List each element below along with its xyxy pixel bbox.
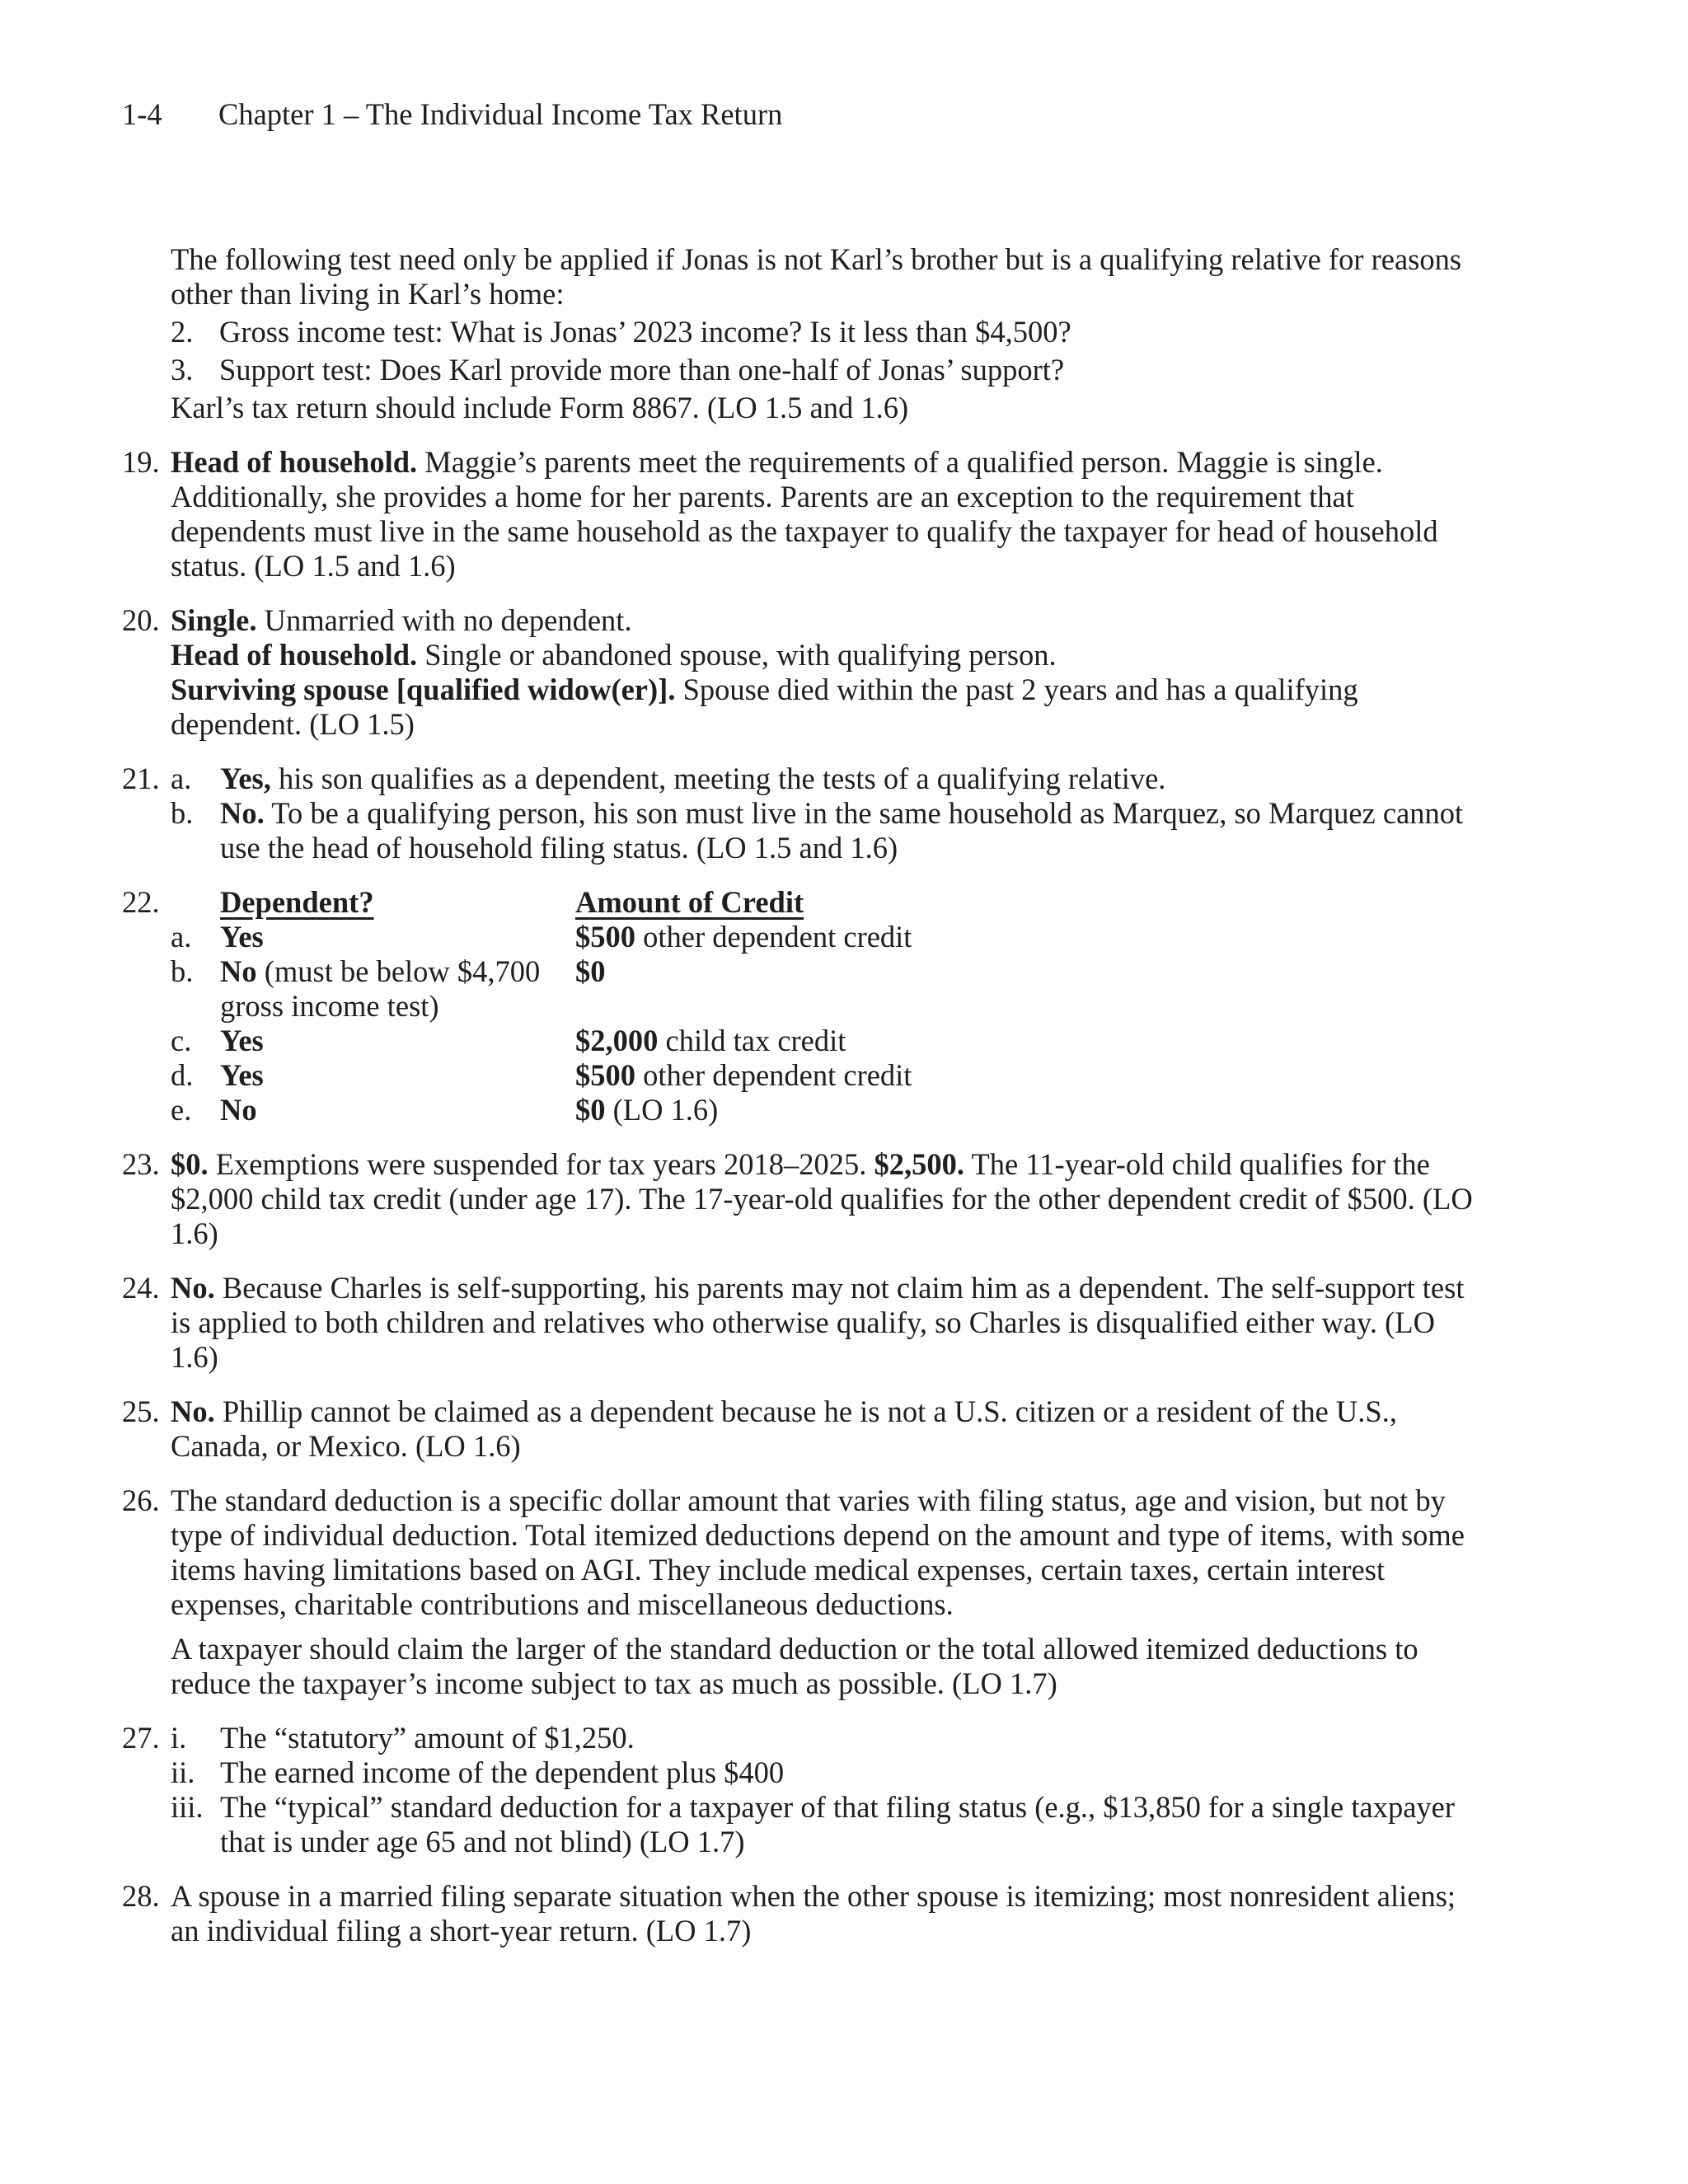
- answer-text: The “typical” standard deduction for a taxpayer of that filing status (e.g., $13,850 for a single taxpayer that is under age 65 and not blind) (LO 1.7): [220, 1790, 1456, 1858]
- row-label: b.: [171, 954, 194, 988]
- row-label: c.: [171, 1024, 192, 1057]
- intro-block: [122, 242, 1474, 425]
- item-number: 3.: [171, 353, 194, 387]
- status-text: Spouse died within the past 2 years and has a qualifying dependent. (LO 1.5): [171, 673, 1358, 741]
- sub-label: ii.: [171, 1755, 195, 1789]
- question-number: 27.: [122, 1721, 160, 1755]
- table-row: [171, 1058, 912, 1093]
- dependent-answer: Yes: [220, 1024, 264, 1057]
- credit-amount: $0: [575, 1093, 606, 1127]
- table-header-row: [171, 885, 912, 920]
- question-21: [122, 762, 1474, 865]
- credit-amount: $500: [575, 920, 635, 954]
- answer-content: [122, 242, 1474, 1948]
- sub-label: b.: [171, 796, 194, 830]
- answer-heading: $2,500.: [874, 1147, 965, 1181]
- answer-text: To be a qualifying person, his son must live in the same household as Marquez, so Marquez cannot use the head of household filing status. (LO 1.5 and 1.6): [220, 796, 1464, 865]
- question-number: 20.: [122, 603, 160, 637]
- question-28: [122, 1879, 1474, 1948]
- credit-amount: $2,000: [575, 1024, 659, 1057]
- status-heading: Head of household.: [171, 638, 418, 672]
- answer-text: Because Charles is self-supporting, his parents may not claim him as a dependent. The self-support test is applied to both children and relatives who otherwise qualify, so Charles is disqualified either way. (LO 1.6): [171, 1271, 1465, 1374]
- question-24: [122, 1271, 1474, 1375]
- table-row: [171, 920, 912, 954]
- answer-heading: No.: [171, 1394, 215, 1428]
- question-number: 25.: [122, 1394, 160, 1428]
- chapter-title: Chapter 1 – The Individual Income Tax Return: [218, 97, 783, 131]
- answer-heading: No.: [220, 796, 265, 830]
- question-19: [122, 445, 1474, 583]
- intro-lead: The following test need only be applied if Jonas is not Karl’s brother but is a qualifying relative for reasons other than living in Karl’s home:: [171, 242, 1462, 311]
- item-text: Gross income test: What is Jonas’ 2023 income? Is it less than $4,500?: [219, 315, 1071, 349]
- credit-amount: $500: [575, 1058, 635, 1092]
- answer-text: Phillip cannot be claimed as a dependent because he is not a U.S. citizen or a resident of the U.S., Canada, or Mexico. (LO 1.6): [171, 1394, 1397, 1463]
- dependent-answer: No: [220, 954, 257, 988]
- row-label: e.: [171, 1093, 192, 1127]
- question-number: 21.: [122, 762, 160, 795]
- credit-amount: $0: [575, 954, 606, 988]
- answer-heading: Yes,: [220, 762, 271, 795]
- dependent-answer: No: [220, 1093, 257, 1127]
- question-number: 22.: [122, 885, 160, 919]
- item-text: Support test: Does Karl provide more than one-half of Jonas’ support?: [219, 353, 1065, 387]
- page-number: 1-4: [122, 97, 162, 131]
- question-22: [122, 885, 1474, 1127]
- credit-note: (LO 1.6): [605, 1093, 719, 1127]
- dependent-answer: Yes: [220, 1058, 264, 1092]
- row-label: d.: [171, 1058, 194, 1092]
- page-header: [122, 97, 782, 132]
- dependent-note: (must be below $4,700 gross income test): [220, 954, 541, 1023]
- question-number: 28.: [122, 1879, 160, 1913]
- answer-text: Exemptions were suspended for tax years 2018–2025.: [208, 1147, 874, 1181]
- table-row: [171, 1093, 912, 1127]
- status-heading: Single.: [171, 603, 257, 637]
- column-header-dependent: Dependent?: [220, 885, 374, 919]
- answer-paragraph: The standard deduction is a specific dollar amount that varies with filing status, age and vision, but not by type of individual deduction. Total itemized deductions depend on the amount and type of items, with some items having limitations based on AGI. They include medical expenses, certain taxes, certain interest expenses, charitable contributions and miscellaneous deductions.: [171, 1483, 1465, 1621]
- sub-label: iii.: [171, 1790, 204, 1824]
- credit-note: other dependent credit: [635, 920, 912, 954]
- intro-closing: Karl’s tax return should include Form 8867. (LO 1.5 and 1.6): [171, 391, 909, 424]
- answer-text: his son qualifies as a dependent, meeting the tests of a qualifying relative.: [270, 762, 1166, 795]
- column-header-amount: Amount of Credit: [575, 885, 804, 919]
- status-text: Unmarried with no dependent.: [256, 603, 632, 637]
- credit-note: child tax credit: [658, 1024, 846, 1057]
- question-20: [122, 603, 1474, 742]
- dependent-credit-table: [171, 885, 912, 1127]
- question-27: [122, 1721, 1474, 1859]
- sub-label: a.: [171, 762, 192, 795]
- table-row: [171, 1024, 912, 1058]
- status-heading: Surviving spouse [qualified widow(er)].: [171, 673, 676, 706]
- answer-heading: $0.: [171, 1147, 209, 1181]
- question-23: [122, 1147, 1474, 1251]
- table-row: [171, 954, 912, 1024]
- credit-note: other dependent credit: [635, 1058, 912, 1092]
- answer-heading: No.: [171, 1271, 215, 1305]
- answer-text: The earned income of the dependent plus $400: [220, 1755, 785, 1789]
- status-text: Single or abandoned spouse, with qualifying person.: [417, 638, 1057, 672]
- answer-paragraph: A taxpayer should claim the larger of the standard deduction or the total allowed itemized deductions to reduce the taxpayer’s income subject to tax as much as possible. (LO 1.7): [171, 1632, 1418, 1700]
- dependent-answer: Yes: [220, 920, 264, 954]
- sub-label: i.: [171, 1721, 187, 1755]
- answer-text: Maggie’s parents meet the requirements of a qualified person. Maggie is single. Additionally, she provides a home for her parents. Parents are an exception to the requirement that dependents must live in the same household as the taxpayer to qualify the taxpayer for head of household status. (LO 1.5 and 1.6): [171, 445, 1438, 583]
- answer-text: The 11-year-old child qualifies for the $2,000 child tax credit (under age 17). The 17-year-old qualifies for the other dependent credit of $500. (LO 1.6): [171, 1147, 1473, 1250]
- intro-item: [171, 315, 1474, 349]
- question-number: 24.: [122, 1271, 160, 1305]
- item-number: 2.: [171, 315, 194, 349]
- question-number: 26.: [122, 1483, 160, 1517]
- answer-heading: Head of household.: [171, 445, 418, 479]
- question-25: [122, 1394, 1474, 1464]
- answer-text: A spouse in a married filing separate situation when the other spouse is itemizing; most nonresident aliens; an individual filing a short-year return. (LO 1.7): [171, 1879, 1456, 1947]
- question-number: 23.: [122, 1147, 160, 1181]
- question-number: 19.: [122, 445, 160, 479]
- question-26: [122, 1483, 1474, 1701]
- answer-text: The “statutory” amount of $1,250.: [220, 1721, 635, 1755]
- intro-item: [171, 353, 1474, 387]
- row-label: a.: [171, 920, 192, 954]
